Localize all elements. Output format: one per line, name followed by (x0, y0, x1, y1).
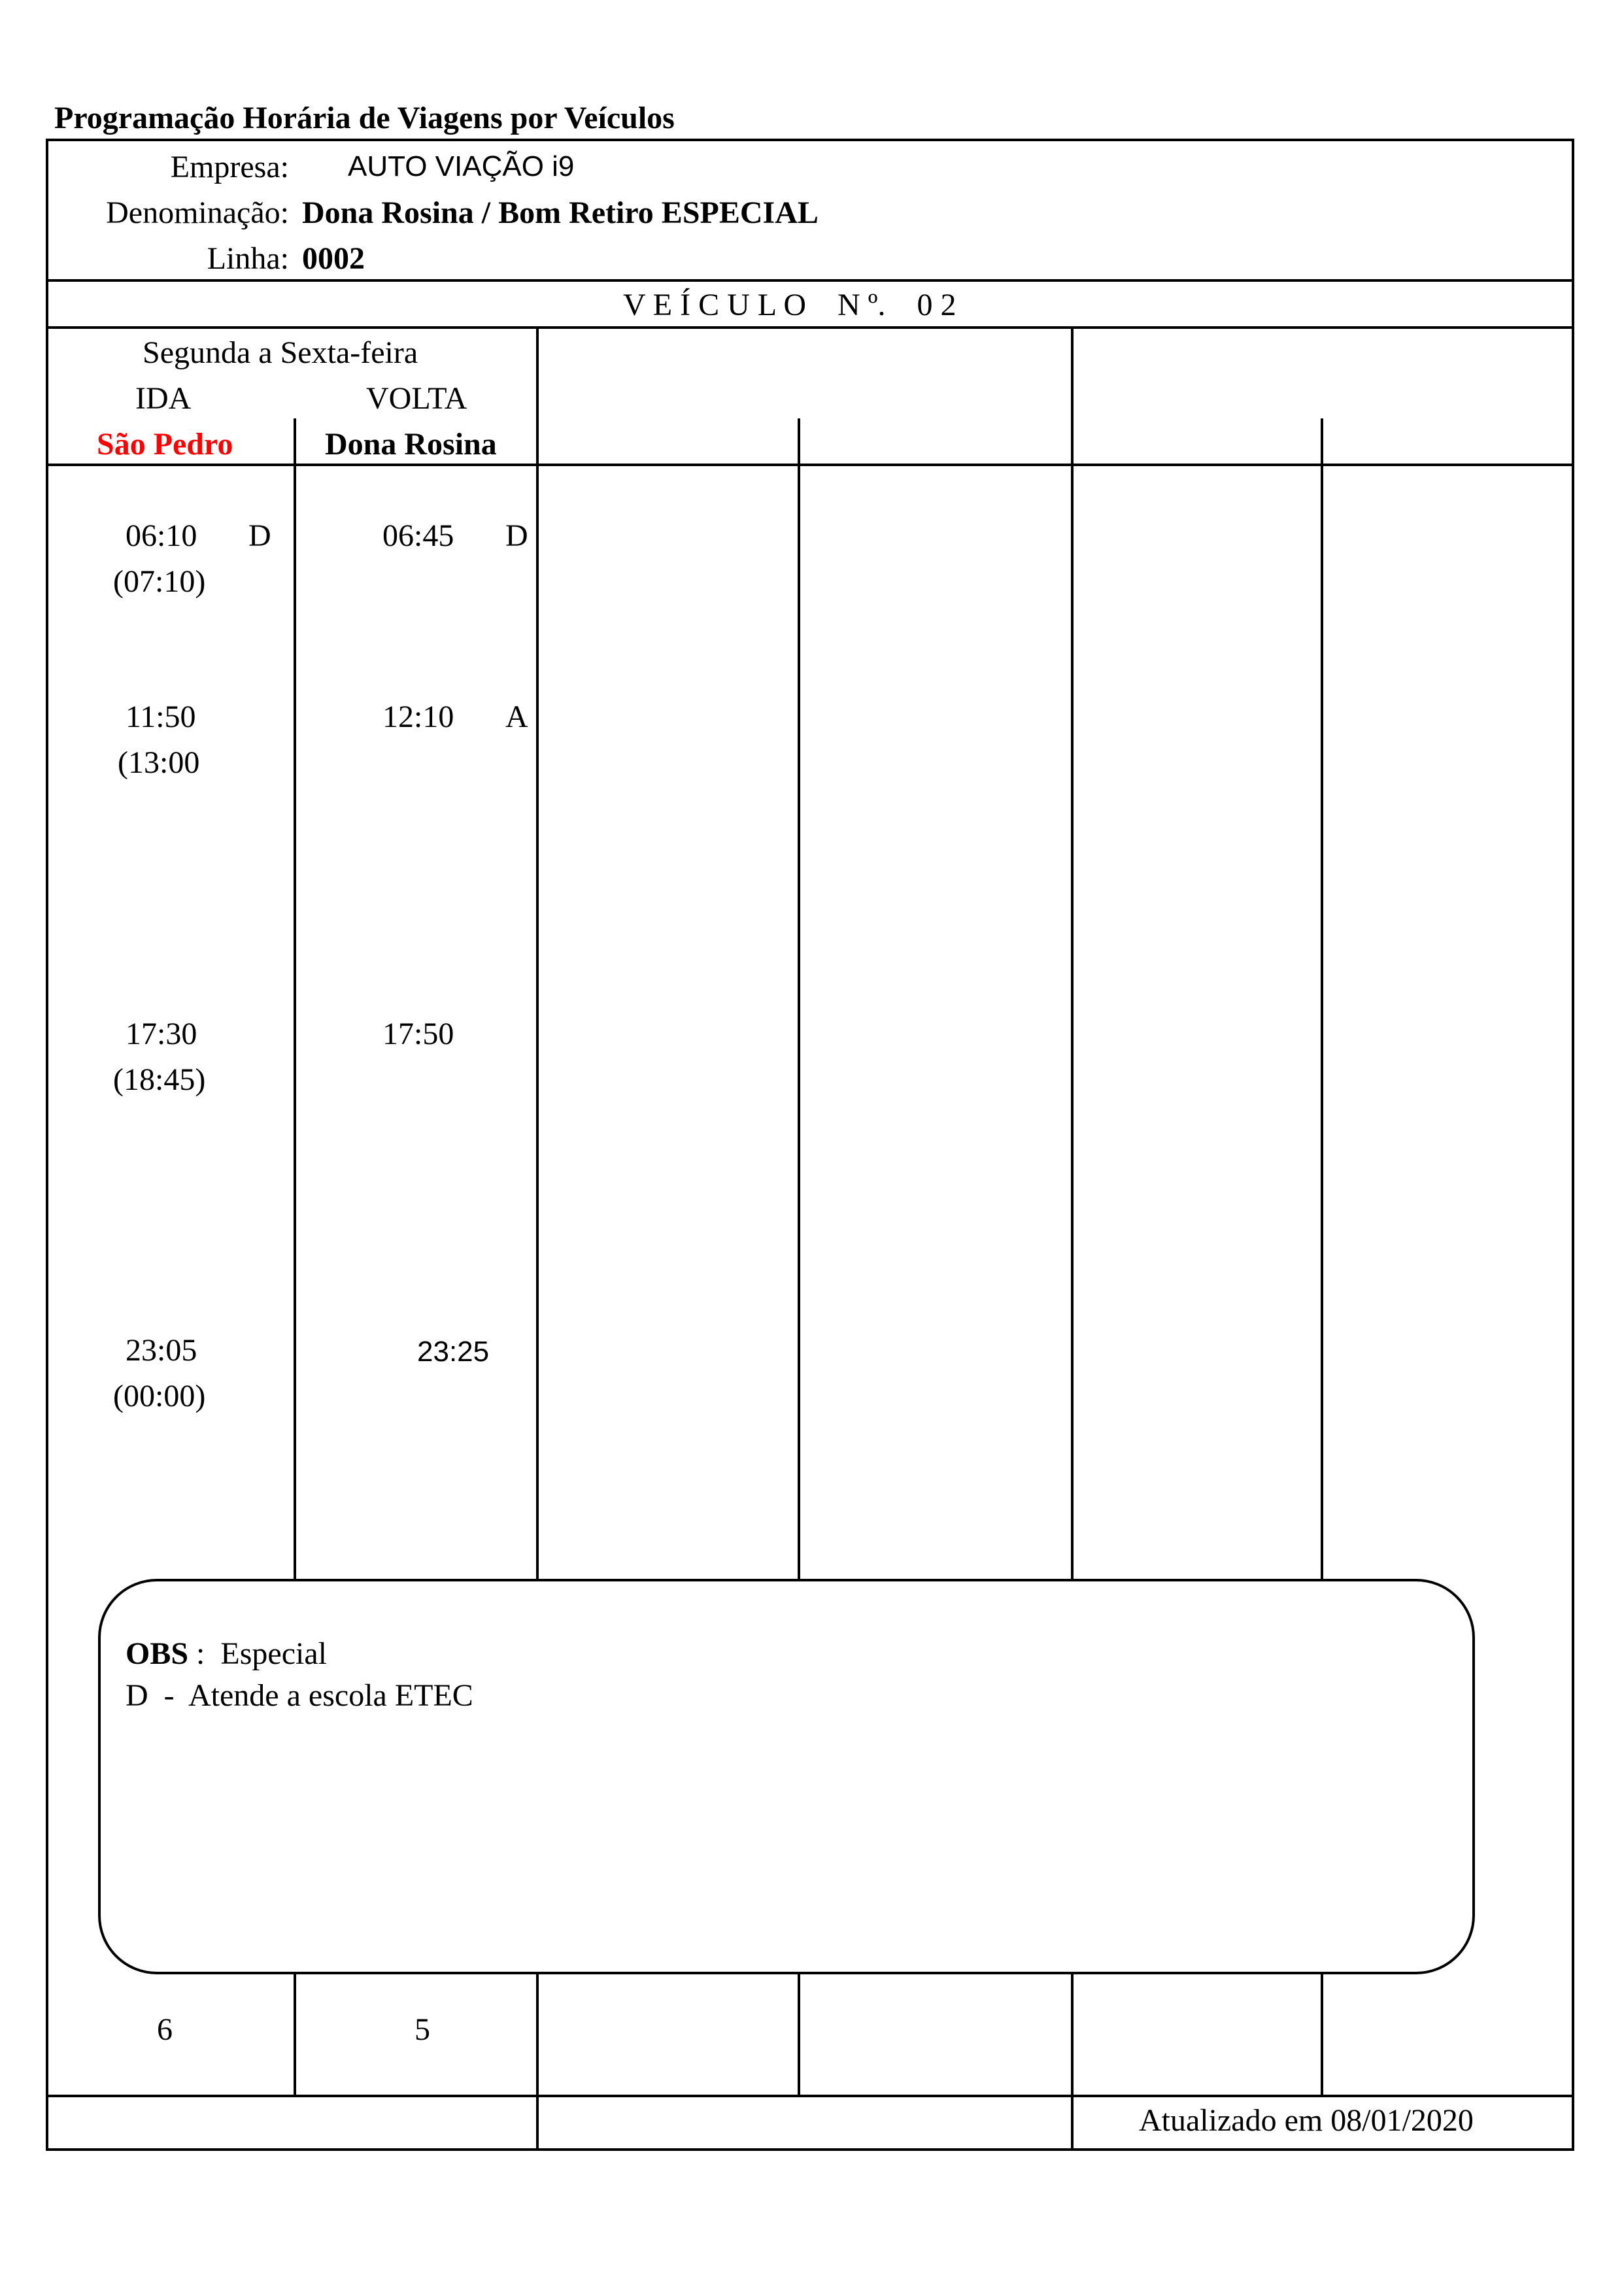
footer-separator (46, 2095, 1574, 2097)
page-title: Programação Horária de Viagens por Veículos (54, 101, 675, 135)
linha-label: Linha: (207, 241, 289, 276)
ida-sub-time: (13:00 (118, 745, 200, 780)
updated-date: Atualizado em 08/01/2020 (1139, 2103, 1474, 2138)
frame-top (46, 139, 1574, 141)
ida-origin: São Pedro (97, 427, 233, 462)
obs-line-2: D - Atende a escola ETEC (126, 1678, 473, 1713)
vehicle-separator (46, 326, 1574, 329)
ida-mark: D (248, 518, 271, 553)
header-separator (46, 279, 1574, 282)
ida-time: 11:50 (126, 700, 196, 734)
volta-label: VOLTA (366, 381, 467, 416)
volta-origin: Dona Rosina (325, 427, 497, 462)
frame-left (46, 139, 48, 2151)
obs-line-1 (126, 1638, 327, 1670)
obs-label: OBS (126, 1636, 189, 1671)
volta-mark: D (505, 518, 528, 553)
ida-count: 6 (157, 2012, 173, 2047)
ida-sub-time: (00:00) (113, 1379, 206, 1413)
frame-right (1572, 139, 1574, 2151)
frame-bottom (46, 2148, 1574, 2151)
volta-mark: A (505, 700, 528, 734)
denominacao-value: Dona Rosina / Bom Retiro ESPECIAL (302, 195, 819, 230)
denominacao-label: Denominação: (106, 195, 289, 230)
volta-count: 5 (414, 2012, 430, 2047)
obs-separator: : (188, 1636, 205, 1671)
columns-header-separator (46, 464, 1574, 466)
empresa-value: AUTO VIAÇÃO i9 (348, 150, 575, 182)
period-label: Segunda a Sexta-feira (143, 335, 418, 370)
obs-text: Especial (220, 1636, 327, 1671)
volta-time: 06:45 (382, 518, 454, 553)
volta-time: 12:10 (382, 700, 454, 734)
ida-sub-time: (07:10) (113, 564, 206, 599)
volta-time: 23:25 (417, 1336, 490, 1368)
vehicle-number: V E Í C U L O N º. 0 2 (623, 288, 956, 322)
ida-time: 06:10 (126, 518, 197, 553)
volta-time: 17:50 (382, 1017, 454, 1051)
empresa-label: Empresa: (170, 150, 289, 184)
ida-label: IDA (135, 381, 192, 416)
ida-time: 23:05 (126, 1333, 197, 1368)
ida-sub-time: (18:45) (113, 1062, 206, 1097)
ida-time: 17:30 (126, 1017, 197, 1051)
linha-value: 0002 (302, 241, 365, 276)
